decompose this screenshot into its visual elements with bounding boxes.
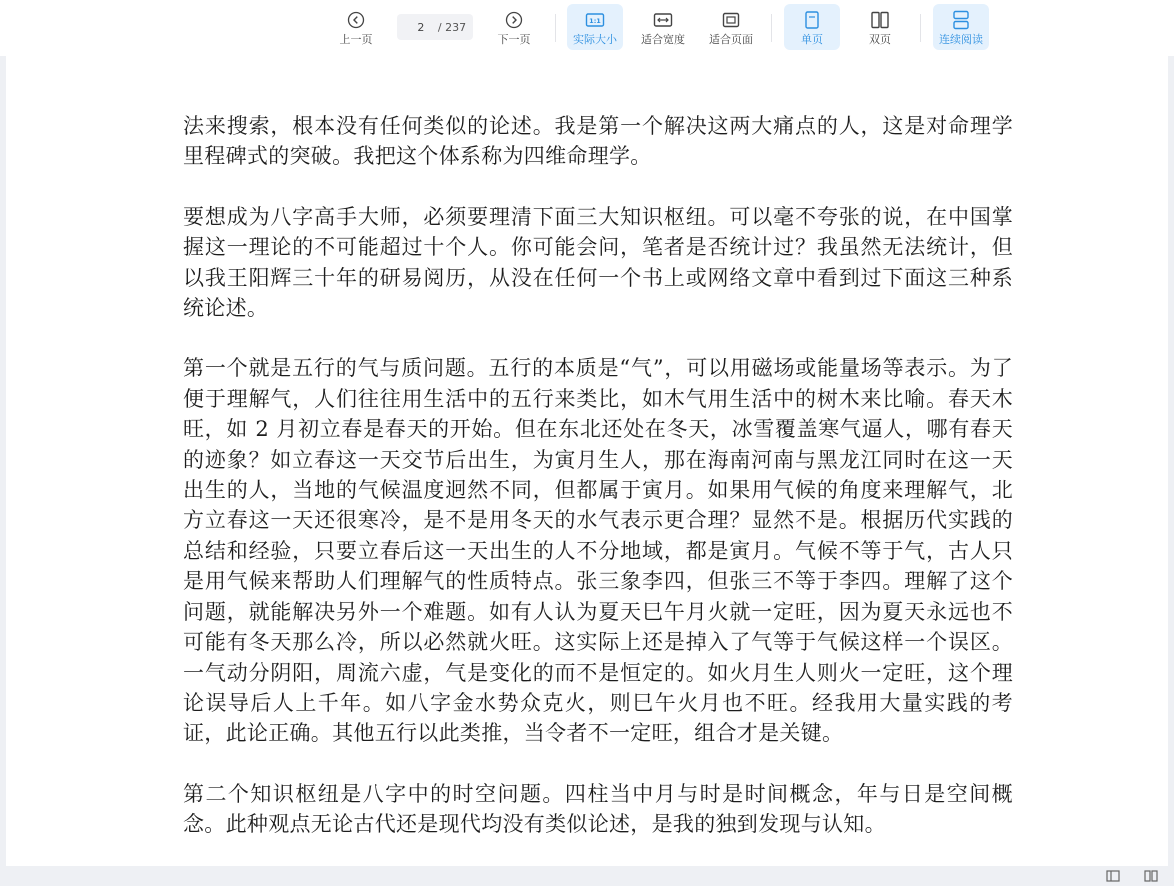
continuous-scroll-icon	[952, 9, 970, 31]
fit-width-button[interactable]	[635, 4, 691, 50]
toolbar-divider	[920, 14, 921, 42]
status-bar	[0, 866, 1174, 879]
single-page-button[interactable]	[784, 4, 840, 50]
thumbnail-view-icon[interactable]	[1144, 867, 1158, 879]
actual-size-icon	[585, 9, 605, 31]
fit-page-label: 适合页面	[709, 33, 753, 46]
document-page	[6, 56, 1168, 866]
next-page-label: 下一页	[497, 33, 531, 46]
single-page-icon	[804, 9, 820, 31]
chevron-right-circle-icon	[505, 9, 523, 31]
fit-width-label: 适合宽度	[641, 33, 685, 46]
paragraph: 法来搜索，根本没有任何类似的论述。我是第一个解决这两大痛点的人，这是对命理学里程碑式的突破。我把这个体系称为四维命理学。	[183, 114, 1013, 169]
actual-size-label: 实际大小	[573, 33, 617, 46]
toolbar-divider	[555, 14, 556, 42]
page-indicator	[397, 14, 473, 40]
double-page-icon	[870, 9, 890, 31]
continuous-reading-button[interactable]	[933, 4, 989, 50]
total-pages: / 237	[437, 20, 467, 34]
double-page-button[interactable]	[852, 4, 908, 50]
paragraph: 第二个知识枢纽是八字中的时空问题。四柱当中月与时是时间概念，年与日是空间概念。此种观点无论古代还是现代均没有类似论述，是我的独到发现与认知。	[183, 781, 1013, 837]
fit-page-button[interactable]	[703, 4, 759, 50]
next-page-button[interactable]	[492, 4, 536, 50]
toolbar-divider	[771, 14, 772, 42]
prev-page-button[interactable]	[334, 4, 378, 50]
double-page-label: 双页	[869, 33, 891, 46]
paragraph: 要想成为八字高手大师，必须要理清下面三大知识枢纽。可以毫不夸张的说，在中国掌握这一理论的不可能超过十个人。你可能会问，笔者是否统计过？我虽然无法统计，但以我王阳辉三十年的研易阅历，从没在任何一个书上或网络文章中看到过下面这三种系统论述。	[183, 204, 1013, 321]
chevron-left-circle-icon	[347, 9, 365, 31]
reader-toolbar	[0, 0, 1174, 56]
actual-size-button[interactable]	[567, 4, 623, 50]
prev-page-label: 上一页	[339, 33, 373, 46]
outline-toggle-icon[interactable]	[1106, 867, 1120, 879]
fit-page-icon	[721, 9, 741, 31]
page-content	[183, 111, 1013, 866]
continuous-reading-label: 连续阅读	[939, 33, 983, 46]
current-page-input[interactable]	[404, 20, 438, 35]
single-page-label: 单页	[801, 33, 823, 46]
fit-width-icon	[653, 9, 673, 31]
paragraph: 第一个就是五行的气与质问题。五行的本质是“气”，可以用磁场或能量场等表示。为了便于理解气，人们往往用生活中的五行来类比，如木气用生活中的树木来比喻。春天木旺，如 2 月初立春是春天的开始。但在东北还处在冬天，冰雪覆盖寒气逼人，哪有春天的迹象？如立春这一天交节后出生，为寅月生人，那在海南河南与黑龙江同时在这一天出生的人，当地的气候温度迥然不同，但都属于寅月。如果用气候的角度来理解气，北方立春这一天还很寒冷，是不是用冬天的水气表示更合理？显然不是。根据历代实践的总结和经验，只要立春后这一天出生的人不分地域，都是寅月。气候不等于气，古人只是用气候来帮助人们理解气的性质特点。张三象李四，但张三不等于李四。理解了这个问题，就能解决另外一个难题。如有人认为夏天巳午月火就一定旺，因为夏天永远也不可能有冬天那么冷，所以必然就火旺。这实际上还是掉入了气等于气候这样一个误区。一气动分阴阳，周流六虚，气是变化的而不是恒定的。如火月生人则火一定旺，这个理论误导后人上千年。如八字金水势众克火，则巳午火月也不旺。经我用大量实践的考证，此论正确。其他五行以此类推，当令者不一定旺，组合才是关键。	[183, 356, 1013, 746]
svg-text:1:1: 1:1	[589, 17, 601, 25]
